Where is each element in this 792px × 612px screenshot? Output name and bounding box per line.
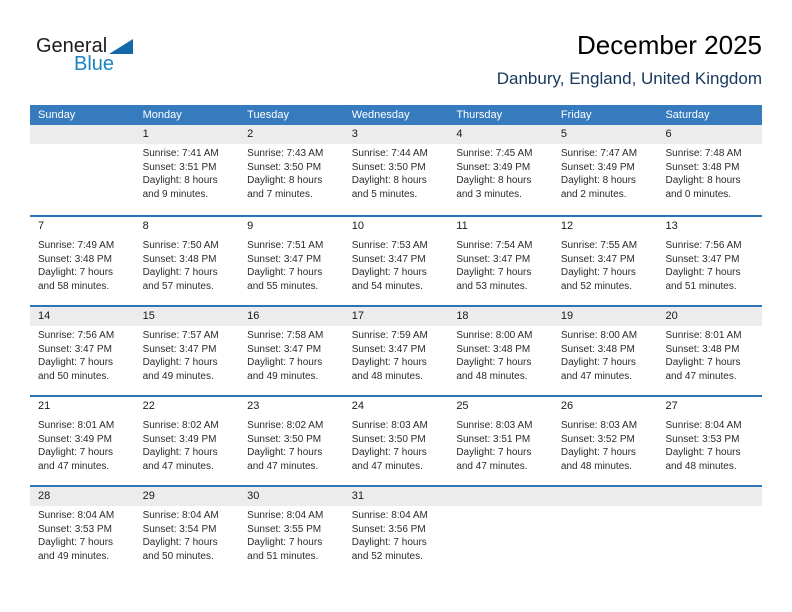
- day-info-line: Daylight: 7 hours: [142, 357, 218, 368]
- day-cell: [448, 217, 553, 305]
- day-info-line: Daylight: 7 hours: [560, 447, 636, 458]
- day-cell: [553, 125, 658, 215]
- day-info: [344, 236, 449, 293]
- day-info-line: Sunset: 3:47 PM: [560, 253, 635, 265]
- day-info-line: and 5 minutes.: [351, 188, 418, 200]
- day-cell: [135, 397, 240, 485]
- day-info-line: Sunrise: 7:45 AM: [456, 148, 533, 159]
- day-info-line: Sunset: 3:47 PM: [456, 253, 531, 265]
- day-info: [553, 326, 658, 383]
- page-title: December 2025: [577, 30, 762, 60]
- day-info-line: and 51 minutes.: [665, 280, 737, 292]
- day-number: 15: [135, 307, 240, 326]
- week-row: [30, 395, 762, 485]
- week-row: [30, 485, 762, 575]
- day-info-line: Sunrise: 8:04 AM: [665, 420, 742, 431]
- logo-text-general: General: [36, 35, 108, 57]
- day-info-line: and 0 minutes.: [665, 188, 732, 200]
- day-info: [553, 144, 658, 201]
- day-info: [239, 506, 344, 563]
- day-info-line: Sunset: 3:50 PM: [247, 161, 322, 173]
- day-cell: [30, 397, 135, 485]
- day-info-line: Sunset: 3:48 PM: [38, 253, 112, 265]
- day-number: 29: [135, 487, 240, 506]
- day-cell: [553, 307, 658, 395]
- day-info-line: and 50 minutes.: [142, 550, 214, 562]
- day-number: 4: [448, 125, 553, 144]
- day-info: [30, 144, 135, 147]
- day-info: [657, 506, 762, 509]
- weekday-header-wednesday: Wednesday: [351, 109, 410, 121]
- day-info-line: Daylight: 7 hours: [142, 267, 218, 278]
- day-info-line: Sunrise: 8:03 AM: [351, 420, 428, 431]
- day-info-line: and 53 minutes.: [456, 280, 528, 292]
- day-info-line: Daylight: 7 hours: [351, 537, 427, 548]
- day-number: 19: [553, 307, 658, 326]
- day-info-line: and 52 minutes.: [351, 550, 423, 562]
- day-cell: [344, 125, 449, 215]
- day-info-line: Sunrise: 8:02 AM: [247, 420, 324, 431]
- day-info: [344, 416, 449, 473]
- day-info-line: Daylight: 7 hours: [247, 537, 323, 548]
- day-info-line: Sunset: 3:50 PM: [247, 433, 322, 445]
- day-info-line: and 58 minutes.: [38, 280, 110, 292]
- day-info-line: Sunset: 3:48 PM: [665, 343, 740, 355]
- day-info-line: Daylight: 7 hours: [456, 447, 532, 458]
- day-info: [344, 506, 449, 563]
- day-info-line: Sunrise: 7:53 AM: [351, 240, 428, 251]
- day-info-line: Sunset: 3:47 PM: [142, 343, 217, 355]
- day-info-line: Sunset: 3:49 PM: [38, 433, 112, 445]
- day-number: 31: [344, 487, 449, 506]
- weekday-header-monday: Monday: [142, 109, 182, 121]
- day-info-line: Sunset: 3:47 PM: [38, 343, 112, 355]
- day-number: 18: [448, 307, 553, 326]
- day-number: [30, 125, 135, 144]
- day-cell: [448, 397, 553, 485]
- day-cell: [657, 397, 762, 485]
- day-cell: [135, 125, 240, 215]
- empty-day-cell: [30, 125, 135, 215]
- day-number: 3: [344, 125, 449, 144]
- day-cell: [135, 217, 240, 305]
- week-row: [30, 125, 762, 215]
- day-info-line: Daylight: 7 hours: [665, 447, 741, 458]
- day-info-line: Daylight: 7 hours: [142, 447, 218, 458]
- day-info-line: Sunrise: 8:00 AM: [560, 330, 638, 341]
- day-info-line: Sunset: 3:51 PM: [456, 433, 531, 445]
- day-info-line: Sunset: 3:49 PM: [142, 433, 217, 445]
- day-number: 2: [239, 125, 344, 144]
- day-info-line: Sunset: 3:53 PM: [665, 433, 740, 445]
- day-cell: [135, 487, 240, 575]
- day-info-line: and 50 minutes.: [38, 370, 110, 382]
- day-info-line: Sunset: 3:48 PM: [142, 253, 217, 265]
- day-info-line: Sunrise: 7:41 AM: [142, 148, 219, 159]
- day-info: [239, 326, 344, 383]
- day-info-line: and 9 minutes.: [142, 188, 209, 200]
- day-info-line: and 47 minutes.: [665, 370, 737, 382]
- day-info: [30, 506, 135, 563]
- day-info-line: Daylight: 8 hours: [456, 175, 532, 186]
- day-number: 7: [30, 217, 135, 236]
- day-number: 16: [239, 307, 344, 326]
- day-info: [239, 236, 344, 293]
- day-info-line: and 48 minutes.: [351, 370, 423, 382]
- day-number: 14: [30, 307, 135, 326]
- day-info: [553, 236, 658, 293]
- day-info-line: Daylight: 7 hours: [38, 447, 114, 458]
- day-cell: [344, 217, 449, 305]
- day-info: [135, 506, 240, 563]
- day-info-line: Daylight: 8 hours: [247, 175, 323, 186]
- day-cell: [30, 217, 135, 305]
- day-number: 27: [657, 397, 762, 416]
- day-info: [135, 144, 240, 201]
- day-info-line: and 47 minutes.: [38, 460, 110, 472]
- day-info: [135, 326, 240, 383]
- day-info: [30, 326, 135, 383]
- day-cell: [344, 397, 449, 485]
- day-info-line: Sunset: 3:55 PM: [247, 523, 322, 535]
- day-info-line: and 47 minutes.: [456, 460, 528, 472]
- day-info: [30, 416, 135, 473]
- day-info-line: Sunrise: 8:04 AM: [142, 510, 219, 521]
- day-info-line: Sunset: 3:48 PM: [456, 343, 531, 355]
- day-info-line: Sunset: 3:51 PM: [142, 161, 217, 173]
- day-info: [239, 144, 344, 201]
- day-info-line: and 49 minutes.: [38, 550, 110, 562]
- day-info-line: and 51 minutes.: [247, 550, 319, 562]
- day-info-line: Daylight: 8 hours: [351, 175, 427, 186]
- day-info-line: and 47 minutes.: [247, 460, 319, 472]
- day-info-line: and 47 minutes.: [351, 460, 423, 472]
- day-number: 30: [239, 487, 344, 506]
- day-info-line: Sunset: 3:47 PM: [351, 343, 426, 355]
- day-info: [448, 416, 553, 473]
- day-info-line: Sunrise: 7:56 AM: [38, 330, 115, 341]
- day-info-line: Daylight: 7 hours: [351, 267, 427, 278]
- day-info-line: and 3 minutes.: [456, 188, 522, 200]
- day-info-line: Sunset: 3:50 PM: [351, 161, 426, 173]
- day-info-line: Sunrise: 7:57 AM: [142, 330, 219, 341]
- day-number: [657, 487, 762, 506]
- day-cell: [239, 125, 344, 215]
- day-number: 21: [30, 397, 135, 416]
- day-number: 20: [657, 307, 762, 326]
- day-info-line: Sunrise: 7:58 AM: [247, 330, 324, 341]
- day-info: [657, 326, 762, 383]
- day-info: [553, 416, 658, 473]
- day-info-line: Daylight: 7 hours: [38, 357, 114, 368]
- day-info-line: Daylight: 7 hours: [456, 357, 532, 368]
- day-info-line: Sunset: 3:52 PM: [560, 433, 635, 445]
- day-info-line: Sunrise: 8:01 AM: [665, 330, 742, 341]
- day-info-line: Sunrise: 7:47 AM: [560, 148, 638, 159]
- day-number: 26: [553, 397, 658, 416]
- weekday-header-saturday: Saturday: [665, 109, 710, 121]
- day-info-line: Daylight: 7 hours: [247, 447, 323, 458]
- day-info-line: Sunrise: 7:54 AM: [456, 240, 533, 251]
- general-blue-logo: [36, 36, 156, 84]
- week-row: [30, 215, 762, 305]
- day-number: 9: [239, 217, 344, 236]
- day-info-line: Daylight: 8 hours: [665, 175, 741, 186]
- day-info-line: Sunset: 3:54 PM: [142, 523, 217, 535]
- day-info-line: Sunrise: 7:56 AM: [665, 240, 742, 251]
- day-cell: [657, 217, 762, 305]
- week-row: [30, 305, 762, 395]
- day-cell: [657, 307, 762, 395]
- title-block: [497, 30, 762, 90]
- day-info-line: Sunrise: 7:48 AM: [665, 148, 742, 159]
- empty-day-cell: [553, 487, 658, 575]
- day-number: 13: [657, 217, 762, 236]
- day-info-line: Sunset: 3:47 PM: [351, 253, 426, 265]
- day-info-line: and 2 minutes.: [560, 188, 627, 200]
- day-number: 12: [553, 217, 658, 236]
- day-cell: [448, 125, 553, 215]
- day-info-line: Daylight: 7 hours: [38, 537, 114, 548]
- day-info-line: and 54 minutes.: [351, 280, 423, 292]
- day-info: [657, 144, 762, 201]
- weekday-header-friday: Friday: [560, 109, 592, 121]
- day-info-line: Daylight: 7 hours: [247, 357, 323, 368]
- day-info: [135, 236, 240, 293]
- day-info-line: Sunrise: 8:01 AM: [38, 420, 115, 431]
- day-info: [135, 416, 240, 473]
- day-info: [448, 144, 553, 201]
- day-info-line: Sunset: 3:49 PM: [560, 161, 635, 173]
- day-info: [448, 506, 553, 509]
- day-cell: [344, 487, 449, 575]
- day-info-line: Sunrise: 7:50 AM: [142, 240, 219, 251]
- day-info-line: Sunrise: 7:55 AM: [560, 240, 638, 251]
- day-number: 5: [553, 125, 658, 144]
- day-cell: [239, 217, 344, 305]
- day-cell: [239, 487, 344, 575]
- weekday-header-tuesday: Tuesday: [247, 109, 289, 121]
- day-info-line: Daylight: 7 hours: [560, 357, 636, 368]
- day-info: [553, 506, 658, 509]
- day-info-line: Sunrise: 8:04 AM: [247, 510, 324, 521]
- day-info-line: Daylight: 7 hours: [247, 267, 323, 278]
- day-number: 8: [135, 217, 240, 236]
- calendar-grid: [30, 105, 762, 575]
- day-info-line: Daylight: 7 hours: [456, 267, 532, 278]
- empty-day-cell: [657, 487, 762, 575]
- day-cell: [30, 307, 135, 395]
- day-info-line: Sunrise: 8:03 AM: [560, 420, 638, 431]
- day-info-line: Daylight: 7 hours: [351, 447, 427, 458]
- page-subtitle: Danbury, England, United Kingdom: [496, 69, 762, 88]
- day-info-line: Sunset: 3:56 PM: [351, 523, 426, 535]
- day-info-line: Sunset: 3:47 PM: [247, 343, 322, 355]
- weekday-header-row: [30, 105, 762, 125]
- day-info-line: Sunrise: 8:02 AM: [142, 420, 219, 431]
- day-number: [553, 487, 658, 506]
- day-info-line: Sunrise: 8:04 AM: [38, 510, 115, 521]
- day-number: 11: [448, 217, 553, 236]
- day-number: [448, 487, 553, 506]
- day-cell: [239, 307, 344, 395]
- day-info: [344, 144, 449, 201]
- day-info-line: and 48 minutes.: [456, 370, 528, 382]
- day-info-line: and 47 minutes.: [142, 460, 214, 472]
- day-number: 28: [30, 487, 135, 506]
- day-info-line: Daylight: 8 hours: [560, 175, 636, 186]
- day-info-line: and 7 minutes.: [247, 188, 313, 200]
- day-info-line: Daylight: 7 hours: [665, 267, 741, 278]
- day-cell: [344, 307, 449, 395]
- day-info-line: and 49 minutes.: [142, 370, 214, 382]
- day-info: [657, 236, 762, 293]
- day-info-line: Daylight: 7 hours: [38, 267, 114, 278]
- day-cell: [448, 307, 553, 395]
- day-info-line: Sunset: 3:48 PM: [665, 161, 740, 173]
- day-info-line: Daylight: 7 hours: [351, 357, 427, 368]
- day-number: 24: [344, 397, 449, 416]
- day-info-line: Sunrise: 7:59 AM: [351, 330, 428, 341]
- day-info-line: Sunrise: 8:03 AM: [456, 420, 533, 431]
- day-info-line: Sunrise: 7:43 AM: [247, 148, 324, 159]
- day-info-line: Sunrise: 7:49 AM: [38, 240, 115, 251]
- day-info-line: Daylight: 7 hours: [560, 267, 636, 278]
- day-info: [30, 236, 135, 293]
- day-info-line: and 48 minutes.: [560, 460, 633, 472]
- day-info-line: Sunset: 3:48 PM: [560, 343, 635, 355]
- day-cell: [553, 217, 658, 305]
- day-info-line: and 48 minutes.: [665, 460, 737, 472]
- day-info-line: Sunset: 3:49 PM: [456, 161, 531, 173]
- day-number: 6: [657, 125, 762, 144]
- day-number: 1: [135, 125, 240, 144]
- day-info-line: Daylight: 7 hours: [665, 357, 741, 368]
- day-cell: [553, 397, 658, 485]
- day-cell: [657, 125, 762, 215]
- day-info-line: Daylight: 8 hours: [142, 175, 218, 186]
- day-info-line: Sunset: 3:50 PM: [351, 433, 426, 445]
- day-info-line: Sunrise: 8:04 AM: [351, 510, 428, 521]
- day-info-line: Sunrise: 7:44 AM: [351, 148, 428, 159]
- day-number: 25: [448, 397, 553, 416]
- day-info-line: Sunset: 3:47 PM: [247, 253, 322, 265]
- day-info: [239, 416, 344, 473]
- day-info: [448, 236, 553, 293]
- day-info-line: Sunset: 3:53 PM: [38, 523, 112, 535]
- day-info: [344, 326, 449, 383]
- day-number: 23: [239, 397, 344, 416]
- logo-text-blue: Blue: [74, 53, 115, 75]
- empty-day-cell: [448, 487, 553, 575]
- weekday-header-thursday: Thursday: [456, 109, 503, 121]
- day-info-line: and 52 minutes.: [560, 280, 633, 292]
- day-number: 22: [135, 397, 240, 416]
- day-info-line: Sunrise: 8:00 AM: [456, 330, 533, 341]
- day-info: [657, 416, 762, 473]
- logo-triangle-icon: [109, 39, 133, 54]
- day-number: 17: [344, 307, 449, 326]
- day-info-line: and 47 minutes.: [560, 370, 633, 382]
- day-cell: [239, 397, 344, 485]
- day-cell: [30, 487, 135, 575]
- day-cell: [135, 307, 240, 395]
- day-info: [448, 326, 553, 383]
- day-info-line: and 49 minutes.: [247, 370, 319, 382]
- weekday-header-sunday: Sunday: [38, 109, 76, 121]
- day-info-line: Daylight: 7 hours: [142, 537, 218, 548]
- day-info-line: Sunrise: 7:51 AM: [247, 240, 324, 251]
- day-info-line: and 57 minutes.: [142, 280, 214, 292]
- day-info-line: and 55 minutes.: [247, 280, 319, 292]
- day-info-line: Sunset: 3:47 PM: [665, 253, 740, 265]
- day-number: 10: [344, 217, 449, 236]
